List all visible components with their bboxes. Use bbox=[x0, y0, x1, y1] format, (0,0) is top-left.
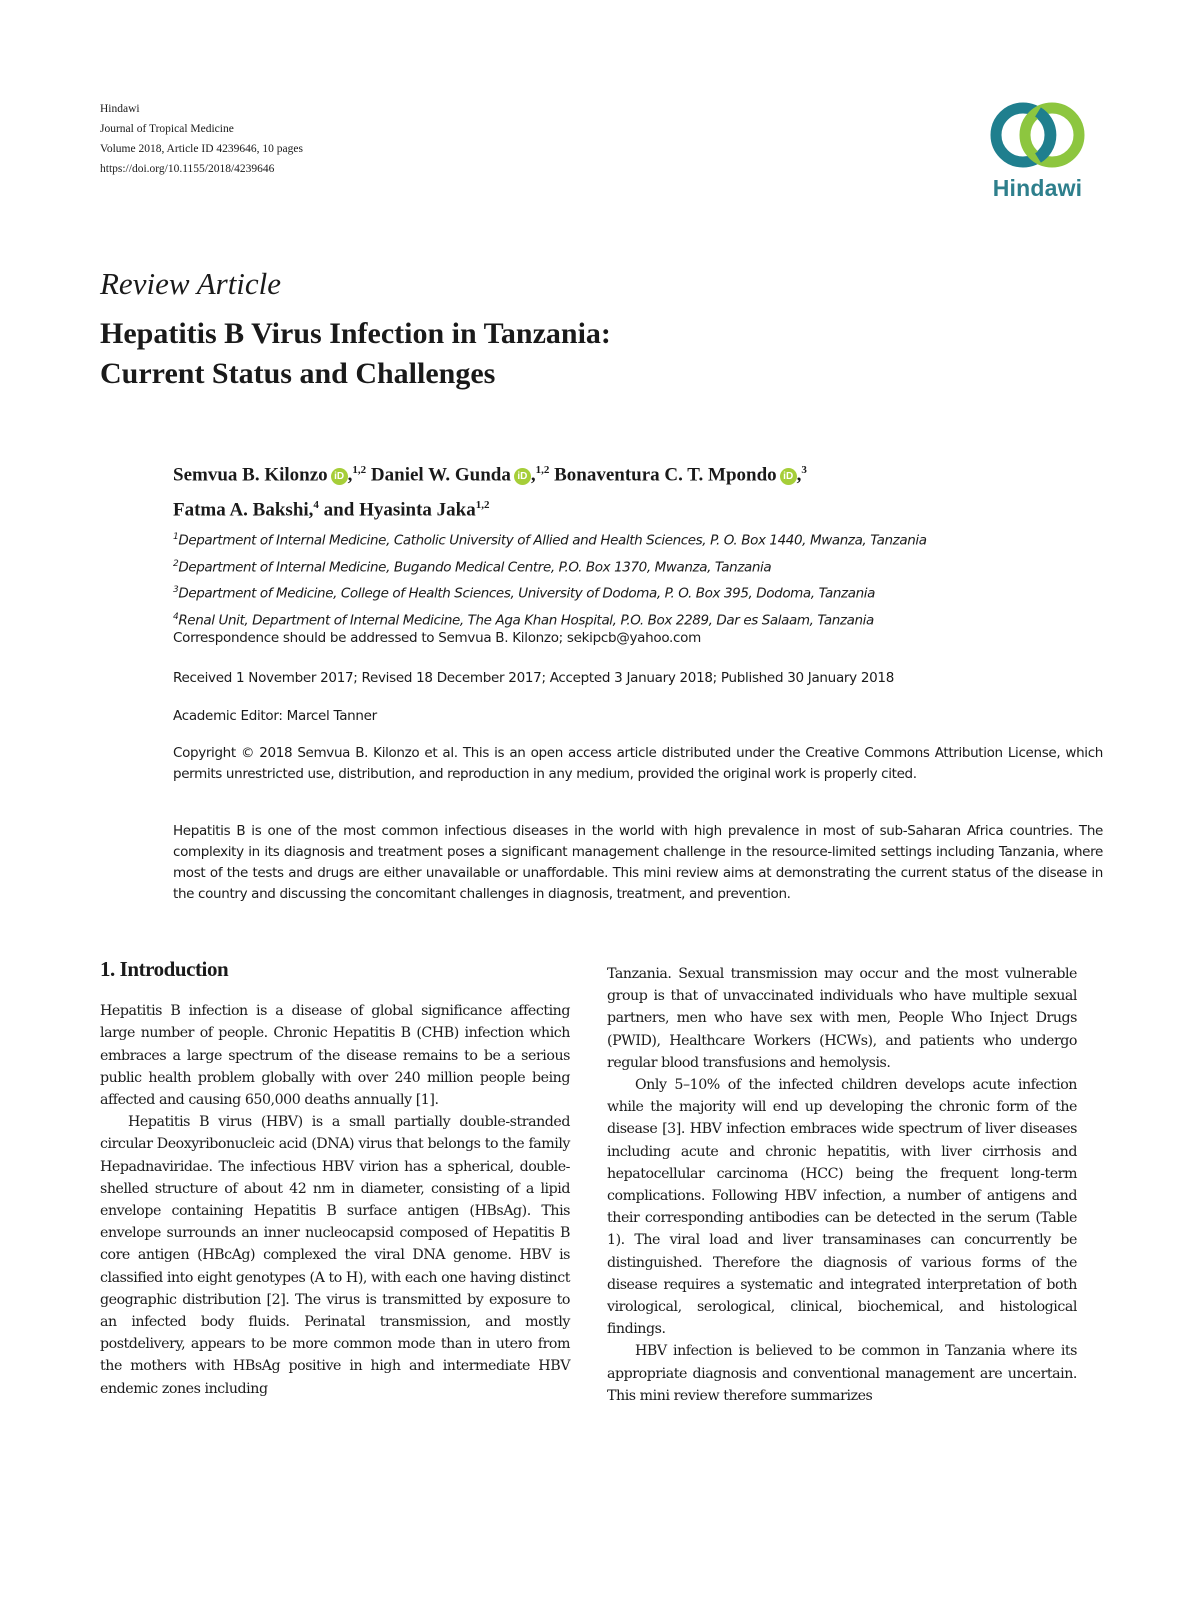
publisher-name: Hindawi bbox=[100, 103, 140, 115]
hindawi-rings-icon bbox=[980, 99, 1095, 177]
journal-header bbox=[100, 99, 303, 179]
orcid-icon[interactable]: iD bbox=[780, 468, 797, 485]
author-name[interactable]: Bonaventura C. T. Mpondo bbox=[554, 464, 777, 486]
abstract: Hepatitis B is one of the most common infectious diseases in the world with high prevalence in most of sub-Saharan Africa countries. The complexity in its diagnosis and treatment poses a significant management challenge in the resource-limited settings including Tanzania, where most of the tests and drugs are either unavailable or unaffordable. This mini review aims at demonstrating the current status of the disease in the country and discussing the concomitant challenges in diagnosis, treatment, and prevention. bbox=[173, 823, 1103, 902]
publication-dates: Received 1 November 2017; Revised 18 December 2017; Accepted 3 January 2018; Published 30 January 2018 bbox=[173, 670, 894, 686]
affiliation-item: $^3$Department of Medicine, College of Health Sciences, University of Dodoma, P. O. Box 395, Dodoma, Tanzania bbox=[173, 585, 875, 602]
body-right-column bbox=[607, 963, 1077, 1407]
affiliation-item: $^1$Department of Internal Medicine, Catholic University of Allied and Health Sciences, P. O. Box 1440, Mwanza, Tanzania bbox=[173, 532, 927, 549]
section-heading: 1. Introduction bbox=[100, 957, 229, 981]
author-name[interactable]: Semvua B. Kilonzo bbox=[173, 464, 328, 486]
title-line-1: Hepatitis B Virus Infection in Tanzania: bbox=[100, 317, 611, 350]
author-name[interactable]: Daniel W. Gunda bbox=[370, 464, 511, 486]
author-affil-sup: 4 bbox=[313, 499, 319, 512]
article-type: Review Article bbox=[100, 266, 282, 301]
authors-line-2: Fatma A. Bakshi,$^4$ and Hyasinta Jaka$^{1,2}$ bbox=[173, 499, 490, 521]
orcid-icon[interactable]: iD bbox=[514, 468, 531, 485]
article-title bbox=[100, 314, 611, 394]
body-paragraph: Only 5–10% of the infected children develops acute infection while the majority will end up developing the chronic form of the disease [3]. HBV infection embraces wide spectrum of liver diseases including acute and chronic hepatitis, with liver cirrhosis and hepatocellular carcinoma (HCC) being the frequent long-term complications. Following HBV infection, a number of antigens and their corresponding antibodies can be detected in the serum (Table 1). The viral load and liver transaminases can concurrently be distinguished. Therefore the diagnosis of various forms of the disease requires a systematic and integrated interpretation of both virological, serological, clinical, biochemical, and histological findings. bbox=[607, 1077, 1077, 1338]
author-affil-sup: 1,2 bbox=[352, 464, 367, 476]
author-affil-sup: 1,2 bbox=[535, 464, 550, 476]
body-paragraph: HBV infection is believed to be common in Tanzania where its appropriate diagnosis and conventional management are uncertain. This mini review therefore summarizes bbox=[607, 1343, 1077, 1404]
academic-editor: Academic Editor: Marcel Tanner bbox=[173, 708, 377, 724]
authors-line-1: Semvua B. Kilonzo iD ,$^{1,2}$ Daniel W. Gunda iD ,$^{1,2}$ Bonaventura C. T. Mpondo iD ,$^3$ bbox=[173, 464, 807, 486]
hindawi-logo bbox=[980, 99, 1095, 209]
author-name[interactable]: Fatma A. Bakshi bbox=[173, 499, 309, 521]
correspondence: Correspondence should be addressed to Semvua B. Kilonzo; sekipcb@yahoo.com bbox=[173, 630, 701, 646]
author-name[interactable]: Hyasinta Jaka bbox=[359, 499, 476, 521]
volume-info: Volume 2018, Article ID 4239646, 10 pages bbox=[100, 143, 303, 155]
author-and: and bbox=[323, 499, 355, 521]
orcid-icon[interactable]: iD bbox=[331, 468, 348, 485]
author-affil-sup: 3 bbox=[801, 464, 807, 476]
affiliation-item: $^2$Department of Internal Medicine, Bugando Medical Centre, P.O. Box 1370, Mwanza, Tanzania bbox=[173, 558, 772, 575]
author-affil-sup: 1,2 bbox=[475, 499, 490, 512]
author-list bbox=[173, 455, 1103, 526]
hindawi-wordmark: Hindawi bbox=[992, 175, 1083, 201]
doi-link[interactable]: https://doi.org/10.1155/2018/4239646 bbox=[100, 163, 275, 175]
affiliation-item: $^4$Renal Unit, Department of Internal Medicine, The Aga Khan Hospital, P.O. Box 2289, Dar es Salaam, Tanzania bbox=[173, 611, 874, 628]
body-paragraph: Hepatitis B virus (HBV) is a small partially double-stranded circular Deoxyribonucleic acid (DNA) virus that belongs to the family Hepadnaviridae. The infectious HBV virion has a spherical, double-shelled structure of about 42 nm in diameter, consisting of a lipid envelope containing Hepatitis B surface antigen (HBsAg). This envelope surrounds an inner nucleocapsid composed of Hepatitis B core antigen (HBcAg) complexed the viral DNA genome. HBV is classified into eight genotypes (A to H), with each one having distinct geographic distribution [2]. The virus is transmitted by exposure to an infected body fluids. Perinatal transmission, and mostly postdelivery, appears to be more common mode than in utero from the mothers with HBsAg positive in high and intermediate HBV endemic zones including bbox=[100, 1114, 570, 1397]
affiliations bbox=[173, 526, 1103, 632]
body-paragraph: Tanzania. Sexual transmission may occur and the most vulnerable group is that of unvaccinated individuals who have multiple sexual partners, men who have sex with men, People Who Inject Drugs (PWID), Healthcare Workers (HCWs), and patients who undergo regular blood transfusions and hemolysis. bbox=[607, 966, 1077, 1071]
title-line-2: Current Status and Challenges bbox=[100, 357, 496, 390]
journal-name: Journal of Tropical Medicine bbox=[100, 123, 234, 135]
body-paragraph: Hepatitis B infection is a disease of global significance affecting large number of people. Chronic Hepatitis B (CHB) infection which embraces a large spectrum of the disease remains to be a serious public health problem globally with over 240 million people being affected and causing 650,000 deaths annually [1]. bbox=[100, 1003, 570, 1109]
body-left-column bbox=[100, 958, 570, 1400]
copyright-notice: Copyright © 2018 Semvua B. Kilonzo et al. This is an open access article distributed under the Creative Commons Attribution License, which permits unrestricted use, distribution, and reproduction in any medium, provided the original work is properly cited. bbox=[173, 745, 1103, 782]
